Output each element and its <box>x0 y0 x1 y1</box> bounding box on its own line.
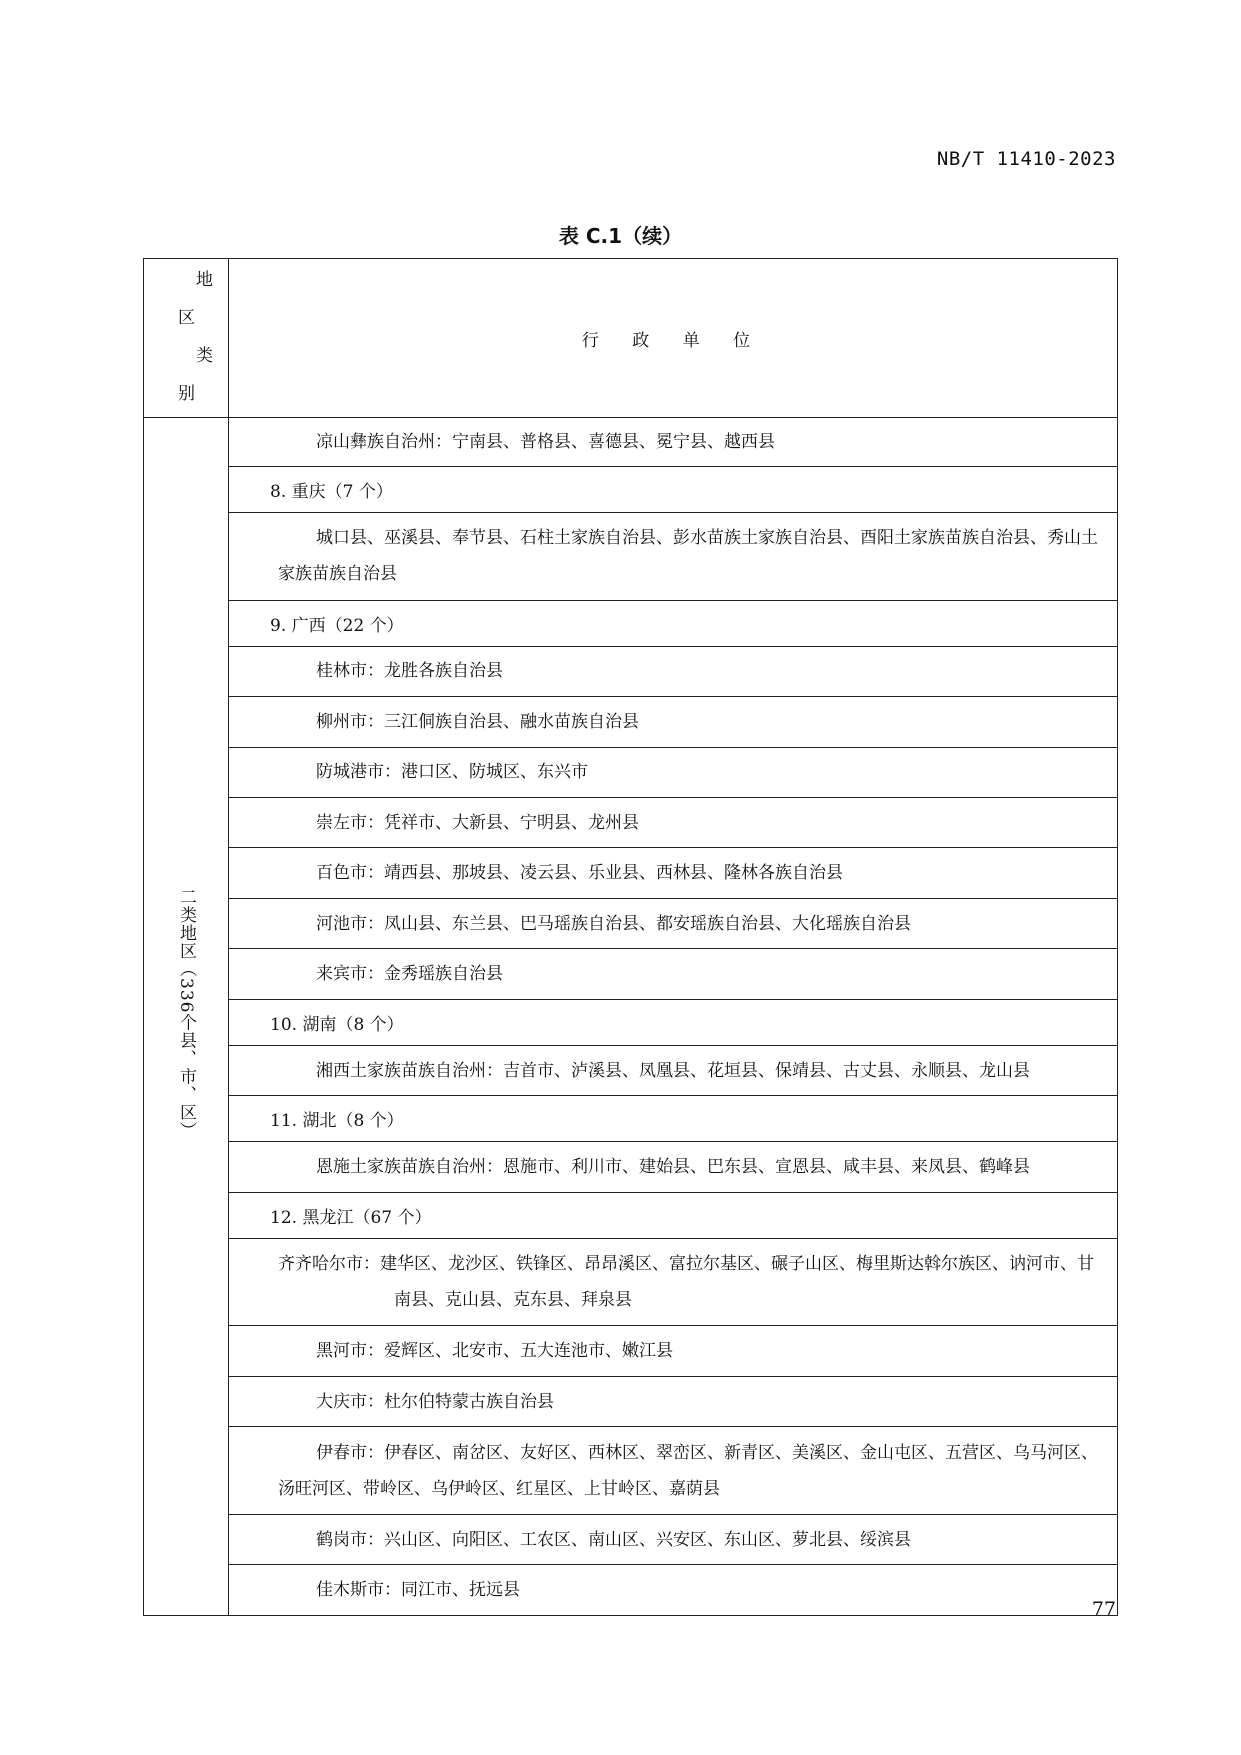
table-row <box>144 747 1118 797</box>
header-unit-cell: 行 政 单 位 <box>229 259 1118 418</box>
unit-list-cell: 大庆市：杜尔伯特蒙古族自治县 <box>229 1376 1118 1426</box>
unit-list-cell: 湘西土家族苗族自治州：吉首市、泸溪县、凤凰县、花垣县、保靖县、古丈县、永顺县、龙山县 <box>229 1045 1118 1095</box>
page-number: 77 <box>1091 1598 1116 1620</box>
table-row <box>144 513 1118 601</box>
province-heading: 12. 黑龙江（67 个） <box>229 1192 1118 1238</box>
region-category-cell <box>144 418 229 1616</box>
unit-list-cell: 防城港市：港口区、防城区、东兴市 <box>229 747 1118 797</box>
province-heading: 9. 广西（22 个） <box>229 600 1118 646</box>
table-row <box>144 1096 1118 1142</box>
unit-list-cell: 凉山彝族自治州：宁南县、普格县、喜德县、冕宁县、越西县 <box>229 418 1118 467</box>
table-row <box>144 1326 1118 1376</box>
unit-list-cell: 伊春市：伊春区、南岔区、友好区、西林区、翠峦区、新青区、美溪区、金山屯区、五营区、乌马河区、汤旺河区、带岭区、乌伊岭区、红星区、上甘岭区、嘉荫县 <box>229 1427 1118 1515</box>
table-row <box>144 1045 1118 1095</box>
table-row <box>144 848 1118 898</box>
province-heading: 10. 湖南（8 个） <box>229 999 1118 1045</box>
table-row <box>144 1514 1118 1564</box>
unit-list-cell: 百色市：靖西县、那坡县、凌云县、乐业县、西林县、隆林各族自治县 <box>229 848 1118 898</box>
province-heading: 11. 湖北（8 个） <box>229 1096 1118 1142</box>
table-row <box>144 600 1118 646</box>
region-table <box>143 258 1118 1616</box>
table-row <box>144 949 1118 999</box>
header-category-char: 地 <box>196 270 213 290</box>
header-category-char: 别 <box>178 384 195 404</box>
table-row <box>144 1376 1118 1426</box>
table-row <box>144 797 1118 847</box>
unit-list-cell: 河池市：凤山县、东兰县、巴马瑶族自治县、都安瑶族自治县、大化瑶族自治县 <box>229 898 1118 948</box>
unit-list-cell: 崇左市：凭祥市、大新县、宁明县、龙州县 <box>229 797 1118 847</box>
unit-list-cell: 柳州市：三江侗族自治县、融水苗族自治县 <box>229 697 1118 747</box>
unit-list-cell: 恩施土家族苗族自治州：恩施市、利川市、建始县、巴东县、宣恩县、咸丰县、来凤县、鹤峰县 <box>229 1142 1118 1192</box>
header-category-char: 类 <box>196 346 213 366</box>
table-row <box>144 467 1118 513</box>
unit-list-cell: 来宾市：金秀瑶族自治县 <box>229 949 1118 999</box>
region-category-label: 二类地区（336个县、市、区） <box>176 888 196 1140</box>
table-title: 表 C.1（续） <box>558 224 683 248</box>
unit-list-cell: 佳木斯市：同江市、抚远县 <box>229 1565 1118 1616</box>
table-row <box>144 898 1118 948</box>
table-row <box>144 1192 1118 1238</box>
unit-list-cell: 城口县、巫溪县、奉节县、石柱土家族自治县、彭水苗族土家族自治县、酉阳土家族苗族自治县、秀山土家族苗族自治县 <box>229 513 1118 601</box>
unit-list-cell: 齐齐哈尔市：建华区、龙沙区、铁锋区、昂昂溪区、富拉尔基区、碾子山区、梅里斯达斡尔族区、讷河市、甘南县、克山县、克东县、拜泉县 <box>229 1238 1118 1326</box>
province-heading: 8. 重庆（7 个） <box>229 467 1118 513</box>
table-row <box>144 418 1118 467</box>
table-row <box>144 1142 1118 1192</box>
unit-list-cell: 桂林市：龙胜各族自治县 <box>229 646 1118 696</box>
table-row <box>144 646 1118 696</box>
header-category-cell <box>144 259 229 418</box>
table-header-row <box>144 259 1118 418</box>
unit-list-cell: 黑河市：爱辉区、北安市、五大连池市、嫩江县 <box>229 1326 1118 1376</box>
table-row <box>144 1565 1118 1616</box>
table-row <box>144 1427 1118 1515</box>
document-code: NB/T 11410-2023 <box>936 148 1116 170</box>
header-category-char: 区 <box>178 308 195 328</box>
table-row <box>144 999 1118 1045</box>
table-row <box>144 697 1118 747</box>
unit-list-cell: 鹤岗市：兴山区、向阳区、工农区、南山区、兴安区、东山区、萝北县、绥滨县 <box>229 1514 1118 1564</box>
table-row <box>144 1238 1118 1326</box>
